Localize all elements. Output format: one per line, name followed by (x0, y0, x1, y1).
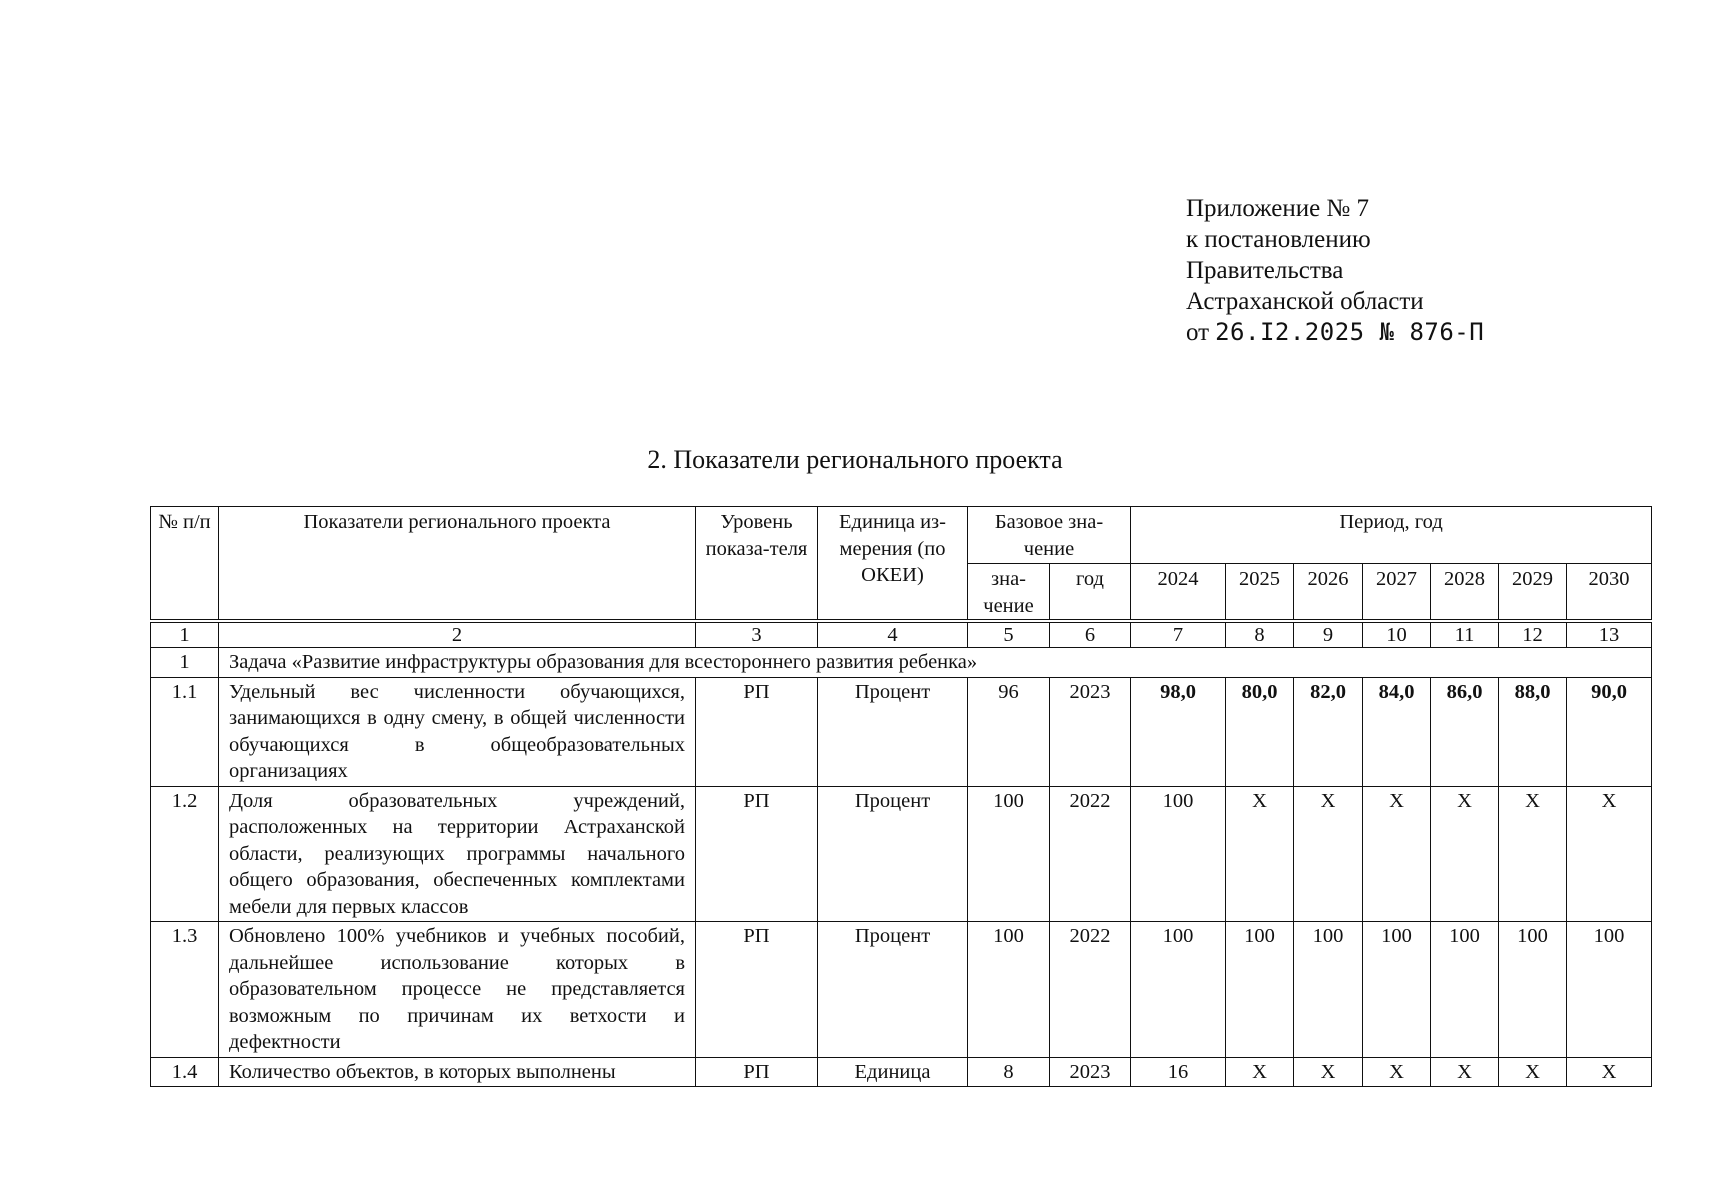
column-number: 12 (1499, 621, 1567, 648)
row-value: Х (1226, 1057, 1294, 1087)
row-base-value: 100 (968, 922, 1050, 1058)
row-value: Х (1567, 786, 1652, 922)
row-value: 100 (1131, 922, 1226, 1058)
column-number-row (151, 621, 1652, 648)
row-value: 100 (1499, 922, 1567, 1058)
row-base-value: 96 (968, 677, 1050, 786)
header-year: 2028 (1431, 564, 1499, 622)
header-indicator: Показатели регионального проекта (219, 507, 696, 622)
row-value: 100 (1131, 786, 1226, 922)
header-year: 2026 (1294, 564, 1363, 622)
row-value: Х (1294, 1057, 1363, 1087)
column-number: 3 (696, 621, 818, 648)
appendix-line-2: к постановлению (1186, 226, 1371, 253)
row-base-year: 2023 (1050, 677, 1131, 786)
task-row (151, 648, 1652, 678)
header-base-year: год (1050, 564, 1131, 622)
appendix-date-number: 26.I2.2025 № 876-П (1215, 318, 1485, 346)
row-base-year: 2023 (1050, 1057, 1131, 1087)
column-number: 9 (1294, 621, 1363, 648)
header-row-1 (151, 507, 1652, 564)
row-value: Х (1567, 1057, 1652, 1087)
table-row (151, 677, 1652, 786)
header-num: № п/п (151, 507, 219, 622)
column-number: 7 (1131, 621, 1226, 648)
row-value: 98,0 (1131, 677, 1226, 786)
section-title: 2. Показатели регионального проекта (647, 445, 1063, 474)
row-value: 88,0 (1499, 677, 1567, 786)
row-num: 1.3 (151, 922, 219, 1058)
header-year: 2025 (1226, 564, 1294, 622)
row-value: 16 (1131, 1057, 1226, 1087)
row-unit: Единица (818, 1057, 968, 1087)
row-level: РП (696, 786, 818, 922)
row-base-value: 100 (968, 786, 1050, 922)
row-value: 100 (1363, 922, 1431, 1058)
row-level: РП (696, 1057, 818, 1087)
appendix-date-line (1186, 317, 1484, 348)
table-row (151, 1057, 1652, 1087)
row-unit: Процент (818, 922, 968, 1058)
row-value: 80,0 (1226, 677, 1294, 786)
row-level: РП (696, 677, 818, 786)
column-number: 2 (219, 621, 696, 648)
appendix-line-1: Приложение № 7 (1186, 195, 1370, 222)
row-value: Х (1431, 1057, 1499, 1087)
appendix-line-4: Астраханской области (1186, 288, 1424, 315)
row-value: Х (1499, 786, 1567, 922)
header-unit: Единица из-мерения (по ОКЕИ) (818, 507, 968, 622)
row-value: Х (1363, 1057, 1431, 1087)
row-base-year: 2022 (1050, 786, 1131, 922)
task-num: 1 (151, 648, 219, 678)
row-value: Х (1431, 786, 1499, 922)
row-base-year: 2022 (1050, 922, 1131, 1058)
row-name: Количество объектов, в которых выполнены (219, 1057, 696, 1087)
header-year: 2024 (1131, 564, 1226, 622)
row-value: 100 (1431, 922, 1499, 1058)
row-value: Х (1499, 1057, 1567, 1087)
row-base-value: 8 (968, 1057, 1050, 1087)
row-level: РП (696, 922, 818, 1058)
task-title: Задача «Развитие инфраструктуры образования для всестороннего развития ребенка» (219, 648, 1652, 678)
column-number: 11 (1431, 621, 1499, 648)
header-level: Уровень показа-теля (696, 507, 818, 622)
row-num: 1.2 (151, 786, 219, 922)
header-year: 2027 (1363, 564, 1431, 622)
appendix-line-3: Правительства (1186, 257, 1344, 284)
table-row (151, 786, 1652, 922)
column-number: 8 (1226, 621, 1294, 648)
row-num: 1.1 (151, 677, 219, 786)
column-number: 6 (1050, 621, 1131, 648)
row-value: 86,0 (1431, 677, 1499, 786)
row-value: 100 (1294, 922, 1363, 1058)
row-unit: Процент (818, 677, 968, 786)
header-base: Базовое зна-чение (968, 507, 1131, 564)
column-number: 5 (968, 621, 1050, 648)
header-year: 2029 (1499, 564, 1567, 622)
row-unit: Процент (818, 786, 968, 922)
appendix-block (1186, 193, 1484, 348)
row-name: Доля образовательных учреждений, расположенных на территории Астраханской области, реализующих программы начального общего образования, обеспеченных комплектами мебели для первых классов (219, 786, 696, 922)
header-base-value: зна-чение (968, 564, 1050, 622)
table-row (151, 922, 1652, 1058)
row-value: Х (1226, 786, 1294, 922)
indicators-table (150, 506, 1652, 1087)
row-value: Х (1363, 786, 1431, 922)
row-value: 90,0 (1567, 677, 1652, 786)
row-value: 82,0 (1294, 677, 1363, 786)
column-number: 4 (818, 621, 968, 648)
column-number: 1 (151, 621, 219, 648)
header-year: 2030 (1567, 564, 1652, 622)
header-period: Период, год (1131, 507, 1652, 564)
row-value: 84,0 (1363, 677, 1431, 786)
row-num: 1.4 (151, 1057, 219, 1087)
row-value: 100 (1226, 922, 1294, 1058)
appendix-date-prefix: от (1186, 319, 1210, 346)
column-number: 13 (1567, 621, 1652, 648)
row-value: 100 (1567, 922, 1652, 1058)
column-number: 10 (1363, 621, 1431, 648)
row-name: Обновлено 100% учебников и учебных пособий, дальнейшее использование которых в образовательном процессе не представляется возможным по причинам их ветхости и дефектности (219, 922, 696, 1058)
row-name: Удельный вес численности обучающихся, занимающихся в одну смену, в общей численности обучающихся в общеобразовательных организациях (219, 677, 696, 786)
row-value: Х (1294, 786, 1363, 922)
